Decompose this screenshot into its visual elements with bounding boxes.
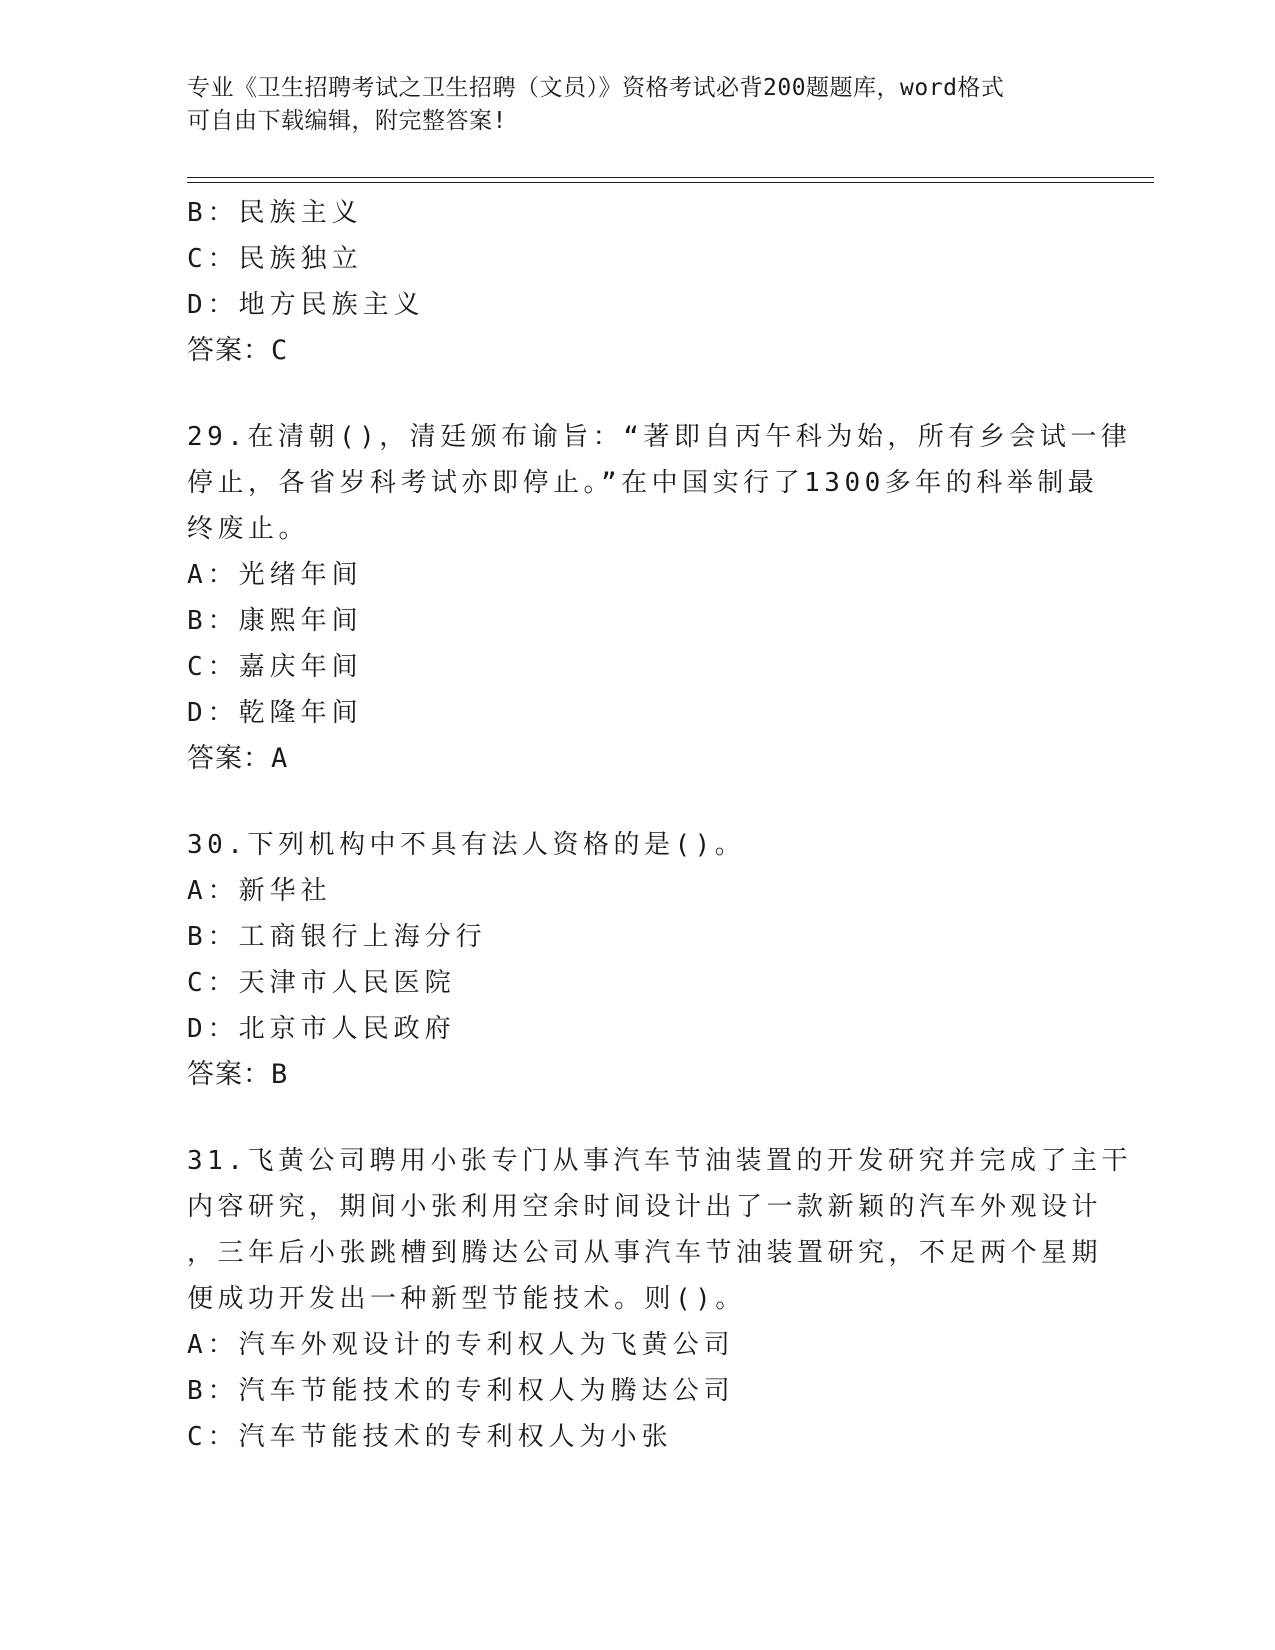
option-a: A：光绪年间 bbox=[187, 560, 363, 590]
header-line-1: 专业《卫生招聘考试之卫生招聘（文员）》资格考试必背200题题库，word格式 bbox=[187, 75, 1005, 101]
question-line: ，三年后小张跳槽到腾达公司从事汽车节油装置研究，不足两个星期 bbox=[187, 1238, 1103, 1268]
header-rule-top bbox=[187, 177, 1154, 178]
question-line: 终废止。 bbox=[187, 514, 310, 544]
header-line-2: 可自由下载编辑，附完整答案! bbox=[187, 108, 507, 134]
question-text bbox=[187, 414, 1132, 552]
question-31 bbox=[187, 1138, 1132, 1460]
answer-value: C bbox=[271, 335, 289, 366]
option-c: C：汽车节能技术的专利权人为小张 bbox=[187, 1422, 673, 1452]
option-b: B：民族主义 bbox=[187, 198, 363, 228]
option-b: B：工商银行上海分行 bbox=[187, 922, 487, 952]
question-29 bbox=[187, 414, 1132, 782]
option-c: C：天津市人民医院 bbox=[187, 968, 456, 998]
option-b: B：汽车节能技术的专利权人为腾达公司 bbox=[187, 1376, 735, 1406]
document-header bbox=[187, 72, 1067, 138]
question-28-continuation bbox=[187, 190, 1087, 374]
question-line: 停止，各省岁科考试亦即停止。”在中国实行了1300多年的科举制最 bbox=[187, 468, 1099, 498]
answer-value: A bbox=[271, 743, 289, 774]
question-text bbox=[187, 822, 1087, 868]
answer-value: B bbox=[271, 1059, 289, 1090]
option-d: D：地方民族主义 bbox=[187, 290, 425, 320]
option-c: C：民族独立 bbox=[187, 244, 363, 274]
answer-label: 答案： bbox=[187, 1059, 271, 1090]
option-c: C：嘉庆年间 bbox=[187, 652, 363, 682]
header-rule-bottom bbox=[187, 182, 1154, 183]
answer-line bbox=[187, 328, 1087, 374]
question-text bbox=[187, 1138, 1132, 1322]
option-a: A：汽车外观设计的专利权人为飞黄公司 bbox=[187, 1330, 735, 1360]
question-line: 便成功开发出一种新型节能技术。则()。 bbox=[187, 1284, 746, 1314]
option-a: A：新华社 bbox=[187, 876, 332, 906]
answer-line bbox=[187, 1052, 1087, 1098]
question-30 bbox=[187, 822, 1087, 1098]
question-line: 30.下列机构中不具有法人资格的是()。 bbox=[187, 830, 746, 860]
answer-label: 答案： bbox=[187, 335, 271, 366]
answer-line bbox=[187, 736, 1087, 782]
option-d: D：北京市人民政府 bbox=[187, 1014, 456, 1044]
question-line: 31.飞黄公司聘用小张专门从事汽车节油装置的开发研究并完成了主干 bbox=[187, 1146, 1132, 1176]
option-b: B：康熙年间 bbox=[187, 606, 363, 636]
question-line: 29.在清朝()，清廷颁布谕旨：“著即自丙午科为始，所有乡会试一律 bbox=[187, 422, 1132, 452]
question-line: 内容研究，期间小张利用空余时间设计出了一款新颖的汽车外观设计 bbox=[187, 1192, 1103, 1222]
answer-label: 答案： bbox=[187, 743, 271, 774]
option-d: D：乾隆年间 bbox=[187, 698, 363, 728]
document-body bbox=[187, 190, 1132, 1460]
